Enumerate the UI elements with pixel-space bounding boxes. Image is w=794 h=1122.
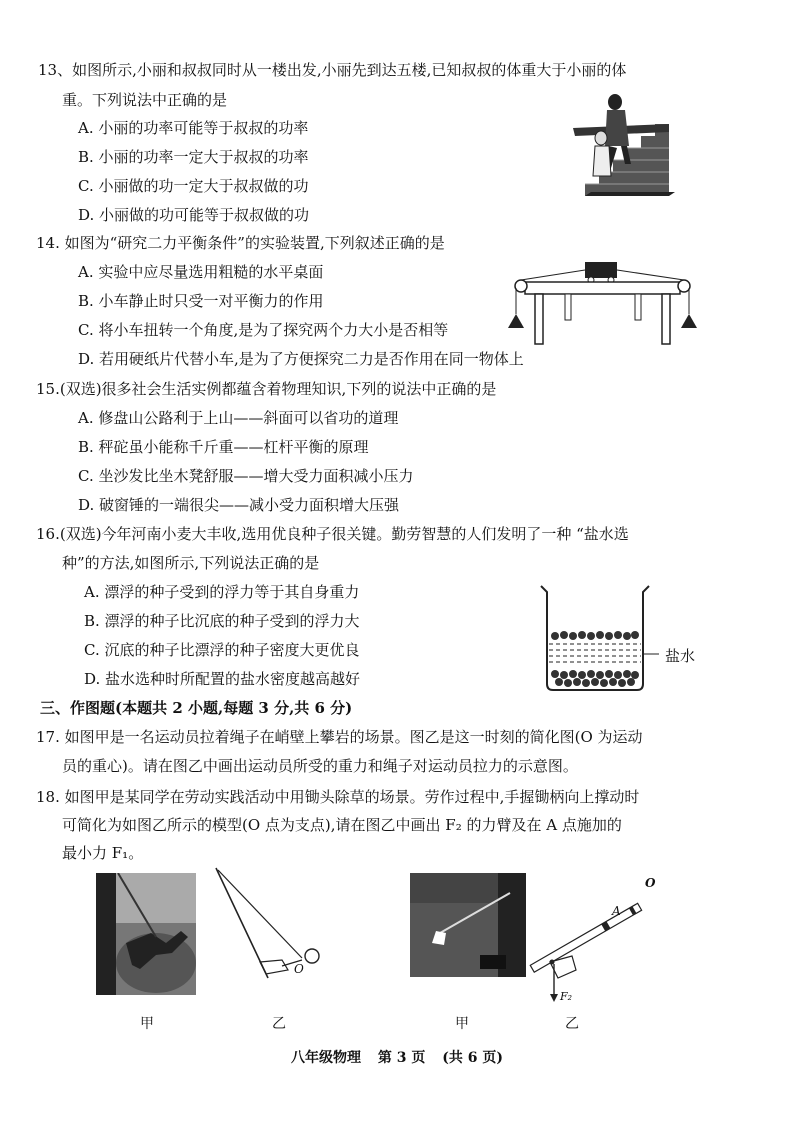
q14-option-c: C. 将小车扭转一个角度,是为了探究两个力大小是否相等 (78, 321, 449, 339)
q13-option-c: C. 小丽做的功一定大于叔叔做的功 (78, 177, 309, 195)
q15-option-a: A. 修盘山公路利于上山——斜面可以省功的道理 (78, 409, 399, 427)
q18-point-a: A (612, 904, 621, 918)
q15-option-b: B. 秤砣虽小能称千斤重——杠杆平衡的原理 (78, 438, 369, 456)
q17-stem-line2: 员的重心)。请在图乙中画出运动员所受的重力和绳子对运动员拉力的示意图。 (62, 757, 578, 775)
climber-diagram (210, 866, 330, 982)
q16-option-b: B. 漂浮的种子比沉底的种子受到的浮力大 (84, 612, 360, 630)
q16-option-c: C. 沉底的种子比漂浮的种子密度大更优良 (84, 641, 360, 659)
hoe-photo (410, 873, 526, 977)
q13-option-b: B. 小丽的功率一定大于叔叔的功率 (78, 148, 309, 166)
q13-stem-line1: 13、如图所示,小丽和叔叔同时从一楼出发,小丽先到达五楼,已知叔叔的体重大于小丽的体 (38, 61, 627, 79)
q14-option-a: A. 实验中应尽量选用粗糙的水平桌面 (78, 263, 324, 281)
q18-force-f2: F₂ (560, 990, 573, 1003)
q13-option-d: D. 小丽做的功可能等于叔叔做的功 (78, 206, 310, 224)
section-title: 三、作图题(本题共 2 小题,每题 3 分,共 6 分) (40, 699, 353, 717)
stairs-figure (565, 88, 695, 206)
q16-option-d: D. 盐水选种时所配置的盐水密度越高越好 (84, 670, 361, 688)
page-footer (0, 1047, 794, 1067)
q17-point-o: O (294, 962, 304, 976)
q18-stem-line2: 可简化为如图乙所示的模型(O 点为支点),请在图乙中画出 F₂ 的力臂及在 A 点施加的 (62, 816, 622, 834)
hoe-lever-diagram (528, 866, 658, 1006)
footer-page: 第 3 页 (377, 1050, 426, 1066)
q16-stem-line1: 16.(双选)今年河南小麦大丰收,选用优良种子很关键。勤劳智慧的人们发明了一种 “盐水选 (36, 525, 629, 543)
q18-stem-line3: 最小力 F₁。 (62, 844, 144, 862)
balance-apparatus-figure (505, 258, 700, 350)
q14-option-b: B. 小车静止时只受一对平衡力的作用 (78, 292, 324, 310)
q14-option-d: D. 若用硬纸片代替小车,是为了方便探究二力是否作用在同一物体上 (78, 350, 524, 368)
q15-stem: 15.(双选)很多社会生活实例都蕴含着物理知识,下列的说法中正确的是 (36, 380, 497, 398)
q16-option-a: A. 漂浮的种子受到的浮力等于其自身重力 (84, 583, 360, 601)
q18-label-jia: 甲 (455, 1016, 469, 1032)
q14-stem: 14. 如图为“研究二力平衡条件”的实验装置,下列叙述正确的是 (36, 234, 445, 252)
q18-point-o: O (645, 876, 656, 890)
q13-stem-line2: 重。下列说法中正确的是 (62, 91, 228, 109)
beaker-figure (535, 582, 665, 694)
q17-label-jia: 甲 (140, 1016, 154, 1032)
q18-label-yi: 乙 (565, 1016, 579, 1032)
climber-photo (96, 873, 196, 995)
salt-water-label: 盐水 (665, 647, 696, 665)
footer-subject: 八年级物理 (291, 1050, 361, 1066)
q17-label-yi: 乙 (272, 1016, 286, 1032)
q13-option-a: A. 小丽的功率可能等于叔叔的功率 (78, 119, 309, 137)
footer-total: (共 6 页) (442, 1050, 503, 1066)
q18-stem-line1: 18. 如图甲是某同学在劳动实践活动中用锄头除草的场景。劳作过程中,手握锄柄向上撑动时 (36, 788, 640, 806)
q17-stem-line1: 17. 如图甲是一名运动员拉着绳子在峭壁上攀岩的场景。图乙是这一时刻的简化图(O 为运动 (36, 728, 643, 746)
q15-option-c: C. 坐沙发比坐木凳舒服——增大受力面积减小压力 (78, 467, 414, 485)
q16-stem-line2: 种”的方法,如图所示,下列说法正确的是 (62, 554, 320, 572)
q15-option-d: D. 破窗锤的一端很尖——减小受力面积增大压强 (78, 496, 400, 514)
